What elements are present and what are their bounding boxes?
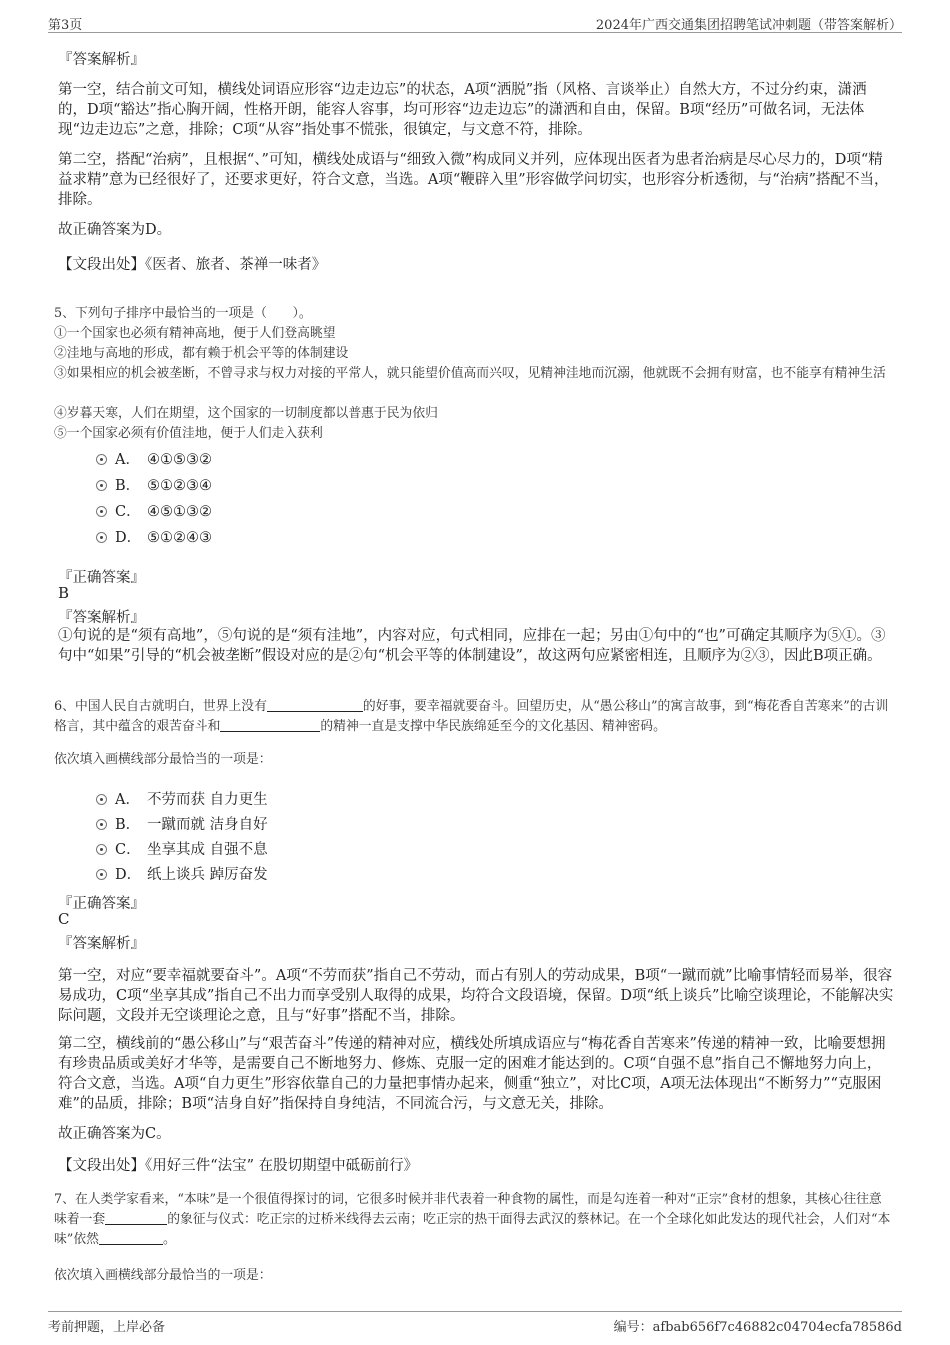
q5-sentence-5: ⑤一个国家必须有价值洼地，便于人们走入获利 bbox=[54, 426, 323, 441]
q5-option-d[interactable]: D． ⑤①②④③ bbox=[96, 526, 212, 547]
blank-1 bbox=[267, 699, 363, 712]
q5-correct-label: 『正确答案』 bbox=[58, 570, 145, 586]
q6-answer: C bbox=[58, 910, 70, 928]
q4-conclusion: 故正确答案为D。 bbox=[58, 222, 172, 238]
q5-sentence-3: ③如果相应的机会被垄断，不曾寻求与权力对接的平常人，就只能望价值高而兴叹，见精神洼地而沉溺，他就既不会拥有财富，也不能享有精神生活 bbox=[54, 366, 886, 381]
q4-source: 【文段出处】《医者、旅者、茶禅一味者》 bbox=[58, 257, 327, 273]
blank-1 bbox=[105, 1212, 167, 1225]
q6-analysis-label: 『答案解析』 bbox=[58, 936, 145, 952]
radio-icon[interactable] bbox=[96, 506, 107, 517]
radio-icon[interactable] bbox=[96, 869, 107, 880]
q5-sentence-2: ②洼地与高地的形成，都有赖于机会平等的体制建设 bbox=[54, 346, 349, 361]
q5-option-b[interactable]: B． ⑤①②③④ bbox=[96, 474, 212, 495]
blank-2 bbox=[220, 719, 320, 732]
q6-stem: 6、中国人民自古就明白，世界上没有 的好事，要幸福就要奋斗。回望历史，从“愚公移山”的寓言故事，到“梅花香自苦寒来”的古训格言，其中蕴含的艰苦奋斗和 的精神一直是支撑中华民族绵延至今的文化基因、精神密码。 bbox=[54, 699, 889, 734]
q7-prompt: 依次填入画横线部分最恰当的一项是： bbox=[54, 1268, 272, 1283]
q5-option-c[interactable]: C． ④⑤①③② bbox=[96, 500, 212, 521]
q5-sentence-1: ①一个国家也必须有精神高地，便于人们登高眺望 bbox=[54, 326, 336, 341]
q4-analysis-label: 『答案解析』 bbox=[58, 52, 145, 68]
page-footer bbox=[48, 1311, 902, 1342]
radio-icon[interactable] bbox=[96, 844, 107, 855]
q4-analysis-para2: 第二空，搭配“治病”，且根据“、”可知，横线处成语与“细致入微”构成同义并列，应体现出医者为患者治病是尽心尽力的，D项“精益求精”意为已经很好了，还要求更好，符合文意，当选。A项“鞭辟入里”形容做学问切实，也形容分析透彻，与“治病”搭配不当，排除。 bbox=[58, 152, 889, 208]
q6-option-b[interactable]: B． 一蹴而就 洁身自好 bbox=[96, 813, 268, 834]
q4-analysis-para1: 第一空，结合前文可知，横线处词语应形容“边走边忘”的状态，A项“洒脱”指（风格、言谈举止）自然大方，不过分约束，潇洒的，D项“豁达”指心胸开阔，性格开朗，能容人容事，均可形容“边走边忘”的潇洒和自由，保留。B项“经历”可做名词，无法体现“边走边忘”之意，排除；C项“从容”指处事不慌张，很镇定，与文意不符，排除。 bbox=[58, 82, 867, 138]
q6-option-c[interactable]: C． 坐享其成 自强不息 bbox=[96, 838, 268, 859]
footer-slogan: 考前押题，上岸必备 bbox=[48, 1320, 166, 1335]
radio-icon[interactable] bbox=[96, 819, 107, 830]
radio-icon[interactable] bbox=[96, 454, 107, 465]
q5-option-a[interactable]: A． ④①⑤③② bbox=[96, 448, 212, 469]
q6-source: 【文段出处】《用好三件“法宝” 在股切期望中砥砺前行》 bbox=[58, 1158, 419, 1174]
blank-2 bbox=[99, 1232, 163, 1245]
q5-stem: 5、下列句子排序中最恰当的一项是（ ）。 bbox=[54, 306, 312, 321]
radio-icon[interactable] bbox=[96, 532, 107, 543]
q5-analysis-label: 『答案解析』 bbox=[58, 610, 145, 626]
q6-conclusion: 故正确答案为C。 bbox=[58, 1126, 171, 1142]
q6-analysis-para2: 第二空，横线前的“愚公移山”与“艰苦奋斗”传递的精神对应，横线处所填成语应与“梅花香自苦寒来”传递的精神一致，比喻要想拥有珍贵品质或美好才华等，是需要自己不断地努力、修炼、克服一定的困难才能达到的。C项“自强不息”指自己不懈地努力向上，符合文意，当选。A项“自力更生”形容依靠自己的力量把事情办起来，侧重“独立”，对比C项，A项无法体现出“不断努力”“克服困难”的品质，排除；B项“洁身自好”指保持自身纯洁，不同流合污，与文意无关，排除。 bbox=[58, 1036, 886, 1112]
document-title: 2024年广西交通集团招聘笔试冲刺题（带答案解析） bbox=[595, 18, 902, 33]
radio-icon[interactable] bbox=[96, 480, 107, 491]
q6-option-d[interactable]: D． 纸上谈兵 踔厉奋发 bbox=[96, 863, 268, 884]
q6-prompt: 依次填入画横线部分最恰当的一项是： bbox=[54, 752, 272, 767]
q5-analysis: ①句说的是“须有高地”，⑤句说的是“须有洼地”，内容对应，句式相同，应排在一起；另由①句中的“也”可确定其顺序为⑤①。③句中“如果”引导的“机会被垄断”假设对应的是②句“机会平等的体制建设”，故这两句应紧密相连，且顺序为②③，因此B项正确。 bbox=[58, 628, 886, 664]
radio-icon[interactable] bbox=[96, 794, 107, 805]
q7-stem: 7、在人类学家看来，“本味”是一个很值得探讨的词，它很多时候并非代表着一种食物的属性，而是勾连着一种对“正宗”食材的想象，其核心往往意味着一套 的象征与仪式：吃正宗的过桥米线得去云南；吃正宗的热干面得去武汉的蔡林记。在一个全球化如此发达的现代社会，人们对“本味”依然 。 bbox=[54, 1192, 891, 1247]
document-id: 编号：afbab656f7c46882c04704ecfa78586d bbox=[613, 1320, 902, 1335]
q6-analysis-para1: 第一空，对应“要幸福就要奋斗”。A项“不劳而获”指自己不劳动，而占有别人的劳动成果，B项“一蹴而就”比喻事情轻而易举，很容易成功，C项“坐享其成”指自己不出力而享受别人取得的成果，均符合文段语境，保留。D项“纸上谈兵”比喻空谈理论，不能解决实际问题，文段并无空谈理论之意，且与“好事”搭配不当，排除。 bbox=[58, 968, 894, 1024]
page-number: 第3页 bbox=[48, 18, 83, 33]
q5-sentence-4: ④岁暮天寒，人们在期望，这个国家的一切制度都以普惠于民为依归 bbox=[54, 406, 438, 421]
page-header bbox=[48, 10, 902, 33]
q6-correct-label: 『正确答案』 bbox=[58, 896, 145, 912]
q5-answer: B bbox=[58, 584, 70, 602]
q6-option-a[interactable]: A． 不劳而获 自力更生 bbox=[96, 788, 268, 809]
